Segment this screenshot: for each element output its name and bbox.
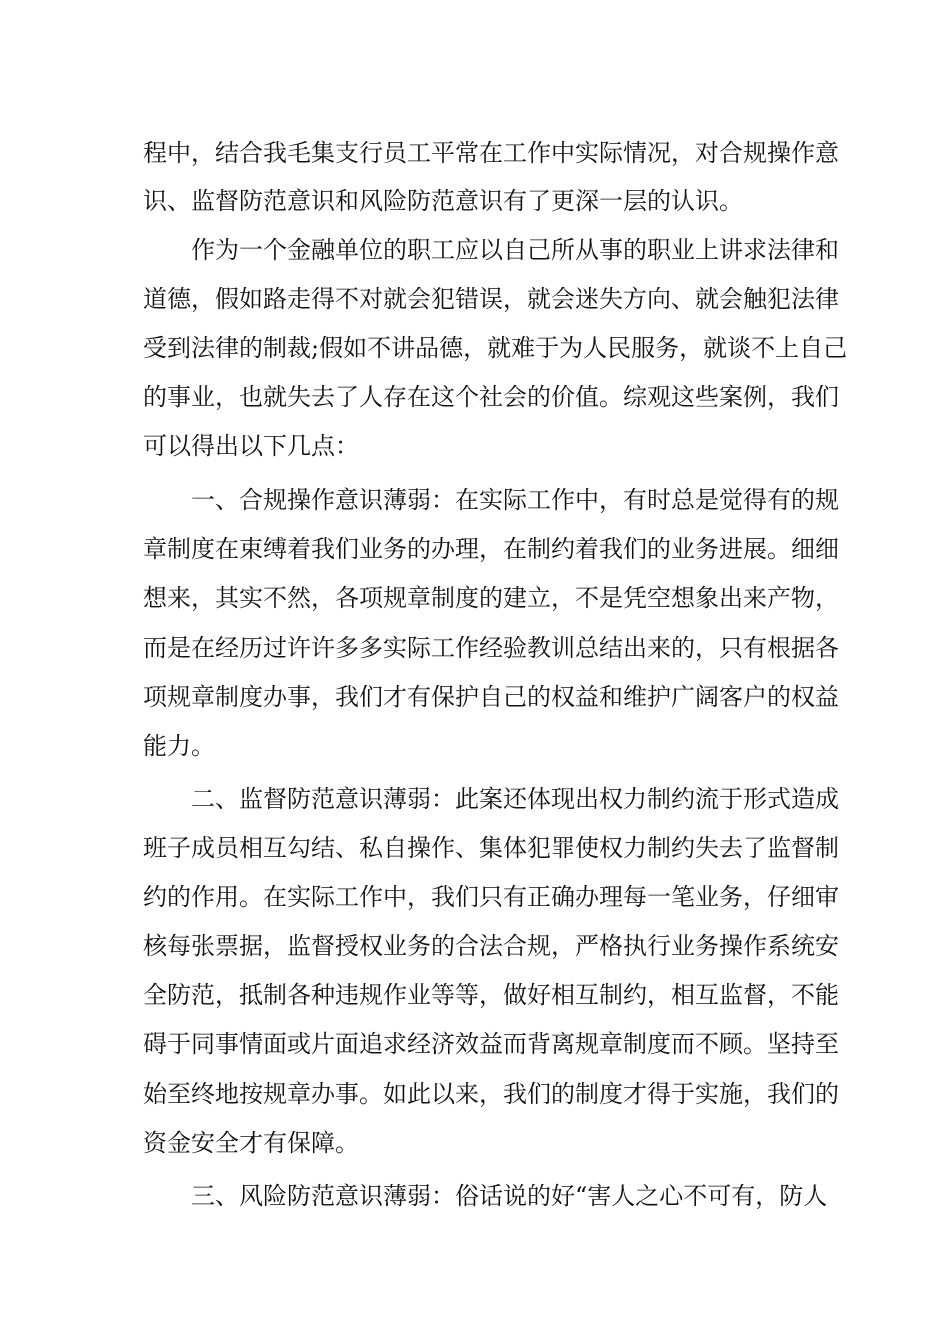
line-text: 章制度在束缚着我们业务的办理，在制约着我们的业务进展。细细 [143,535,839,563]
line-text: 能力。 [143,732,215,760]
text-line [0,480,950,520]
text-line [0,828,950,868]
line-text: 碍于同事情面或片面追求经济效益而背离规章制度而不顾。坚持至 [143,1030,839,1058]
line-text: 受到法律的制裁;假如不讲品德，就难于为人民服务，就谈不上自己 [143,334,848,362]
text-line [0,279,950,319]
line-text: 始至终地按规章办事。如此以来，我们的制度才得于实施，我们的 [143,1080,839,1108]
line-text: 想来，其实不然，各项规章制度的建立，不是凭空想象出来产物， [143,584,839,612]
line-text: 项规章制度办事，我们才有保护自己的权益和维护广阔客户的权益 [143,683,839,711]
text-line [0,1176,950,1216]
text-line [0,133,950,173]
text-line [0,1074,950,1114]
line-text: 约的作用。在实际工作中，我们只有正确办理每一笔业务，仔细审 [143,883,839,911]
line-text: 识、监督防范意识和风险防范意识有了更深一层的认识。 [143,187,743,215]
line-text: 全防范，抵制各种违规作业等等，做好相互制约，相互监督，不能 [143,981,839,1009]
text-line [0,328,950,368]
line-text: 的事业，也就失去了人存在这个社会的价值。综观这些案例，我们 [143,383,839,411]
text-line [0,779,950,819]
line-text: 一、合规操作意识薄弱：在实际工作中，有时总是觉得有的规 [191,486,839,514]
line-text: 可以得出以下几点： [143,432,359,460]
text-line [0,628,950,668]
text-line [0,377,950,417]
text-line [0,529,950,569]
text-line [0,578,950,618]
line-text: 程中，结合我毛集支行员工平常在工作中实际情况，对合规操作意 [143,139,839,167]
text-line [0,1123,950,1163]
line-text: 班子成员相互勾结、私自操作、集体犯罪使权力制约失去了监督制 [143,834,839,862]
line-text: 道德，假如路走得不对就会犯错误，就会迷失方向、就会触犯法律 [143,285,839,313]
text-line [0,726,950,766]
text-line [0,975,950,1015]
text-line [0,877,950,917]
text-line [0,926,950,966]
line-text: 二、监督防范意识薄弱：此案还体现出权力制约流于形式造成 [191,785,839,813]
text-line [0,1024,950,1064]
line-text: 三、风险防范意识薄弱：俗话说的好“害人之心不可有，防人 [191,1182,828,1210]
text-line [0,677,950,717]
line-text: 核每张票据，监督授权业务的合法合规，严格执行业务操作系统安 [143,932,839,960]
text-line [0,181,950,221]
text-line [0,426,950,466]
text-line [0,230,950,270]
line-text: 作为一个金融单位的职工应以自己所从事的职业上讲求法律和 [191,236,839,264]
line-text: 资金安全才有保障。 [143,1129,359,1157]
line-text: 而是在经历过许许多多实际工作经验教训总结出来的，只有根据各 [143,634,839,662]
